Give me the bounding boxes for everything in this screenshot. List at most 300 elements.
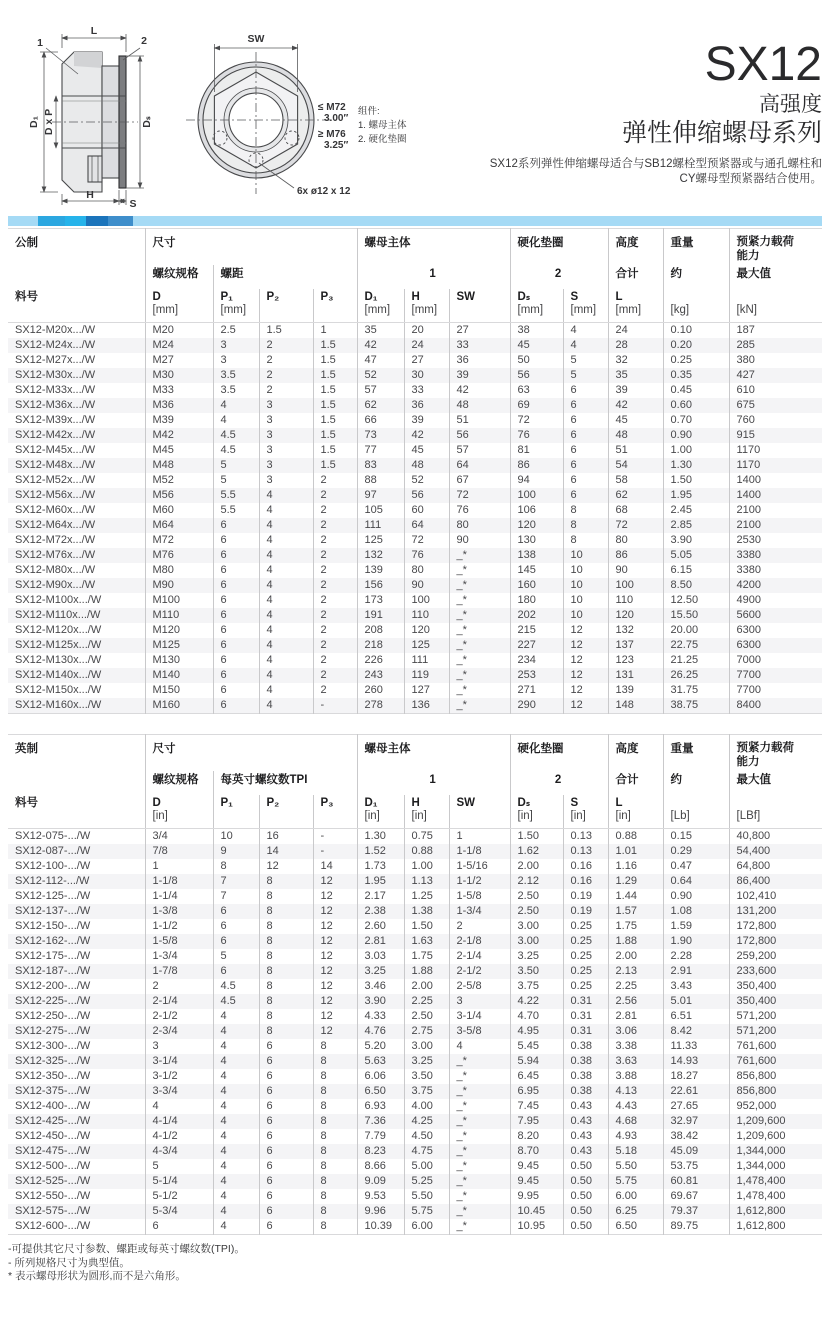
value-cell: 1400 — [729, 488, 822, 503]
value-cell: 76 — [449, 503, 510, 518]
part-number-cell: SX12-M36x.../W — [15, 399, 96, 411]
value-cell: 6.95 — [510, 1084, 563, 1099]
table-row — [8, 668, 822, 683]
value-cell: 1-1/2 — [449, 874, 510, 889]
metric-table-body — [8, 323, 822, 714]
part-number-cell: SX12-M45x.../W — [15, 444, 96, 456]
value-cell: 4 — [213, 1174, 259, 1189]
value-cell: 22.75 — [663, 638, 729, 653]
accent-bar — [8, 216, 822, 226]
holes-label: 6x ø12 x 12 — [297, 186, 351, 197]
value-cell: 69.67 — [663, 1189, 729, 1204]
table-row — [8, 353, 822, 368]
value-cell: 4 — [259, 638, 313, 653]
value-cell: 259,200 — [729, 949, 822, 964]
value-cell: 6.93 — [357, 1099, 404, 1114]
value-cell: 8 — [259, 904, 313, 919]
value-cell: 80 — [449, 518, 510, 533]
value-cell: 8.20 — [510, 1129, 563, 1144]
table-row — [8, 1174, 822, 1189]
value-cell: 4 — [213, 1144, 259, 1159]
value-cell: M64 — [145, 518, 213, 533]
value-cell: 33 — [449, 338, 510, 353]
value-cell: 6 — [563, 458, 608, 473]
value-cell: 4 — [259, 488, 313, 503]
value-cell: 2.75 — [404, 1024, 449, 1039]
part-number-cell: SX12-M130x.../W — [15, 654, 102, 666]
value-cell: 2.12 — [510, 874, 563, 889]
value-cell: 21.25 — [663, 653, 729, 668]
value-cell: 6 — [563, 383, 608, 398]
value-cell: _* — [449, 1129, 510, 1144]
value-cell: 2.25 — [608, 979, 663, 994]
dim-Ds-label: Dₛ — [141, 116, 153, 128]
value-cell: 120 — [510, 518, 563, 533]
part-number-cell: SX12-100-.../W — [15, 860, 91, 872]
value-cell: 12 — [563, 668, 608, 683]
value-cell: 14.93 — [663, 1054, 729, 1069]
value-cell: 9.45 — [510, 1174, 563, 1189]
part-number-cell: SX12-187-.../W — [15, 965, 91, 977]
preload-header-text: 预紧力载荷能力 — [736, 236, 795, 262]
value-cell: 86 — [608, 548, 663, 563]
value-cell: _* — [449, 698, 510, 714]
value-cell: 5.50 — [404, 1189, 449, 1204]
value-cell: 5.20 — [357, 1039, 404, 1054]
value-cell: 6 — [213, 668, 259, 683]
part-number-cell: SX12-M52x.../W — [15, 474, 96, 486]
value-cell: 5 — [213, 473, 259, 488]
value-cell: 42 — [357, 338, 404, 353]
value-cell: 4 — [563, 338, 608, 353]
value-cell: 139 — [608, 683, 663, 698]
value-cell: M42 — [145, 428, 213, 443]
value-cell: 4 — [259, 578, 313, 593]
value-cell: 42 — [449, 383, 510, 398]
value-cell: 0.19 — [563, 904, 608, 919]
part-number-cell: SX12-325-.../W — [15, 1055, 91, 1067]
value-cell: 51 — [449, 413, 510, 428]
value-cell: 4.25 — [404, 1114, 449, 1129]
value-cell: 0.13 — [563, 829, 608, 845]
value-cell: 64 — [449, 458, 510, 473]
value-cell: 4 — [259, 548, 313, 563]
value-cell: 4.76 — [357, 1024, 404, 1039]
value-cell: 2.13 — [608, 964, 663, 979]
value-cell: 8.66 — [357, 1159, 404, 1174]
value-cell: 350,400 — [729, 979, 822, 994]
value-cell: 1-5/16 — [449, 859, 510, 874]
value-cell: 1.5 — [313, 338, 357, 353]
value-cell: 4 — [563, 323, 608, 339]
value-cell: 0.43 — [563, 1129, 608, 1144]
table-row — [8, 608, 822, 623]
value-cell: 110 — [608, 593, 663, 608]
part-number-cell: SX12-275-.../W — [15, 1025, 91, 1037]
value-cell: 233,600 — [729, 964, 822, 979]
value-cell: 4.43 — [608, 1099, 663, 1114]
value-cell: 27 — [449, 323, 510, 339]
value-cell: 8 — [259, 1009, 313, 1024]
value-cell: 427 — [729, 368, 822, 383]
value-cell: 38.75 — [663, 698, 729, 714]
table-row — [8, 1144, 822, 1159]
part-number-cell: SX12-250-.../W — [15, 1010, 91, 1022]
value-cell: 856,800 — [729, 1069, 822, 1084]
value-cell: 26.25 — [663, 668, 729, 683]
value-cell: 6 — [213, 638, 259, 653]
dim-L-label: L — [90, 25, 98, 37]
description-line-2: CY螺母型预紧器结合使用。 — [679, 173, 822, 185]
value-cell: 8.23 — [357, 1144, 404, 1159]
value-cell: 35 — [357, 323, 404, 339]
col-kN: [kN] — [729, 289, 822, 323]
table-row — [8, 503, 822, 518]
value-cell: 3-1/4 — [449, 1009, 510, 1024]
value-cell: 6.45 — [510, 1069, 563, 1084]
value-cell: _* — [449, 593, 510, 608]
table-row — [8, 979, 822, 994]
value-cell: 1.00 — [404, 859, 449, 874]
value-cell: 1.57 — [608, 904, 663, 919]
value-cell: 8 — [259, 1024, 313, 1039]
value-cell: 2-1/4 — [145, 994, 213, 1009]
part-number-cell: SX12-M33x.../W — [15, 384, 96, 396]
value-cell: 0.88 — [608, 829, 663, 845]
value-cell: 1.95 — [663, 488, 729, 503]
value-cell: 0.25 — [663, 353, 729, 368]
value-cell: 4.00 — [404, 1099, 449, 1114]
value-cell: 2.00 — [404, 979, 449, 994]
value-cell: 1.08 — [663, 904, 729, 919]
blank-header — [8, 265, 145, 289]
value-cell: 3/4 — [145, 829, 213, 845]
value-cell: 89.75 — [663, 1219, 729, 1235]
table-row — [8, 1084, 822, 1099]
value-cell: 16 — [259, 829, 313, 845]
value-cell: _* — [449, 1174, 510, 1189]
weight-approx-header: 约 — [663, 771, 729, 795]
value-cell: 40,800 — [729, 829, 822, 845]
accent-bar-segment — [108, 216, 133, 226]
value-cell: 1.50 — [663, 473, 729, 488]
value-cell: _* — [449, 1069, 510, 1084]
value-cell: 138 — [510, 548, 563, 563]
value-cell: 5 — [213, 458, 259, 473]
value-cell: 12 — [563, 638, 608, 653]
value-cell: 0.64 — [663, 874, 729, 889]
value-cell: 0.38 — [563, 1039, 608, 1054]
value-cell: 253 — [510, 668, 563, 683]
value-cell: 172,800 — [729, 934, 822, 949]
value-cell: 6300 — [729, 623, 822, 638]
value-cell: 1170 — [729, 443, 822, 458]
value-cell: 4200 — [729, 578, 822, 593]
col-H: H [in] — [404, 795, 449, 829]
value-cell: 6 — [213, 698, 259, 714]
value-cell: 2 — [259, 353, 313, 368]
value-cell: 0.20 — [663, 338, 729, 353]
value-cell: 14 — [313, 859, 357, 874]
value-cell: 1-3/4 — [449, 904, 510, 919]
value-cell: 1.38 — [404, 904, 449, 919]
group-header-row — [8, 735, 822, 772]
value-cell: 1.73 — [357, 859, 404, 874]
value-cell: 6.00 — [608, 1189, 663, 1204]
value-cell: 38.42 — [663, 1129, 729, 1144]
value-cell: 180 — [510, 593, 563, 608]
value-cell: 173 — [357, 593, 404, 608]
value-cell: 6 — [213, 623, 259, 638]
value-cell: 1.25 — [404, 889, 449, 904]
value-cell: 215 — [510, 623, 563, 638]
value-cell: 4 — [145, 1099, 213, 1114]
callout-1: 1 — [37, 37, 43, 49]
value-cell: 1.16 — [608, 859, 663, 874]
system-header: 英制 — [15, 743, 38, 755]
value-cell: 4 — [213, 1219, 259, 1235]
value-cell: 6 — [213, 934, 259, 949]
value-cell: 0.25 — [563, 979, 608, 994]
value-cell: 132 — [357, 548, 404, 563]
value-cell: 3.5 — [213, 383, 259, 398]
part-number-cell: SX12-M64x.../W — [15, 519, 96, 531]
value-cell: 12 — [313, 874, 357, 889]
value-cell: 33 — [404, 383, 449, 398]
table-row — [8, 548, 822, 563]
value-cell: 8 — [313, 1159, 357, 1174]
value-cell: 7000 — [729, 653, 822, 668]
value-cell: 83 — [357, 458, 404, 473]
value-cell: 3 — [213, 338, 259, 353]
value-cell: M27 — [145, 353, 213, 368]
value-cell: 2.91 — [663, 964, 729, 979]
subgroup-header-row — [8, 771, 822, 795]
col-Lb: [Lb] — [663, 795, 729, 829]
value-cell: 6 — [563, 488, 608, 503]
value-cell: 1.95 — [357, 874, 404, 889]
value-cell: 0.16 — [563, 874, 608, 889]
value-cell: 4 — [449, 1039, 510, 1054]
col-LBf: [LBf] — [729, 795, 822, 829]
value-cell: 8 — [259, 994, 313, 1009]
value-cell: - — [313, 698, 357, 714]
value-cell: 76 — [404, 548, 449, 563]
value-cell: 8 — [563, 518, 608, 533]
value-cell: 6 — [213, 533, 259, 548]
value-cell: 12 — [313, 889, 357, 904]
value-cell: 3-5/8 — [449, 1024, 510, 1039]
table-row — [8, 653, 822, 668]
value-cell: 5.05 — [663, 548, 729, 563]
value-cell: 12 — [313, 1024, 357, 1039]
value-cell: _* — [449, 578, 510, 593]
value-cell: 90 — [608, 563, 663, 578]
value-cell: 6 — [259, 1189, 313, 1204]
table-row — [8, 383, 822, 398]
dims-header: 尺寸 — [145, 735, 357, 772]
value-cell: 58 — [608, 473, 663, 488]
value-cell: 4 — [213, 1039, 259, 1054]
value-cell: 2.50 — [510, 889, 563, 904]
part-number-cell: SX12-M125x.../W — [15, 639, 102, 651]
col-P1: P₁ [mm] — [213, 289, 259, 323]
value-cell: 3-3/4 — [145, 1084, 213, 1099]
value-cell: _* — [449, 668, 510, 683]
imperial-table — [8, 734, 822, 1235]
value-cell: 12 — [563, 698, 608, 714]
value-cell: 10.45 — [510, 1204, 563, 1219]
value-cell: 0.25 — [563, 964, 608, 979]
value-cell: 30 — [404, 368, 449, 383]
value-cell: 69 — [510, 398, 563, 413]
value-cell: 6 — [213, 964, 259, 979]
value-cell: 42 — [608, 398, 663, 413]
value-cell: 8 — [563, 503, 608, 518]
table-row — [8, 683, 822, 698]
value-cell: 160 — [510, 578, 563, 593]
value-cell: 4900 — [729, 593, 822, 608]
value-cell: 2 — [313, 608, 357, 623]
value-cell: 4 — [213, 1024, 259, 1039]
value-cell: 202 — [510, 608, 563, 623]
part-number-cell: SX12-425-.../W — [15, 1115, 91, 1127]
value-cell: 42 — [404, 428, 449, 443]
value-cell: 12 — [313, 994, 357, 1009]
value-cell: 8 — [313, 1039, 357, 1054]
value-cell: 208 — [357, 623, 404, 638]
value-cell: 72 — [449, 488, 510, 503]
value-cell: 9.95 — [510, 1189, 563, 1204]
value-cell: 1.5 — [313, 383, 357, 398]
series-description — [490, 157, 822, 187]
value-cell: 3 — [449, 994, 510, 1009]
col-D1: D₁ [in] — [357, 795, 404, 829]
value-cell: 1.5 — [313, 368, 357, 383]
value-cell: 3.25 — [404, 1054, 449, 1069]
value-cell: 3 — [145, 1039, 213, 1054]
value-cell: 72 — [404, 533, 449, 548]
value-cell: 45 — [404, 443, 449, 458]
table-row — [8, 323, 822, 339]
part-number-cell: SX12-150-.../W — [15, 920, 91, 932]
value-cell: M90 — [145, 578, 213, 593]
value-cell: 94 — [510, 473, 563, 488]
value-cell: 761,600 — [729, 1039, 822, 1054]
value-cell: 6 — [213, 593, 259, 608]
value-cell: 14 — [259, 844, 313, 859]
col-D: D [mm] — [145, 289, 213, 323]
table-row — [8, 1204, 822, 1219]
value-cell: 123 — [608, 653, 663, 668]
value-cell: 51 — [608, 443, 663, 458]
value-cell: 8 — [259, 934, 313, 949]
value-cell: 4 — [213, 1204, 259, 1219]
value-cell: 2-1/2 — [449, 964, 510, 979]
value-cell: 4 — [213, 1084, 259, 1099]
value-cell: M45 — [145, 443, 213, 458]
value-cell: 12 — [313, 919, 357, 934]
value-cell: 6 — [259, 1069, 313, 1084]
value-cell: 1.5 — [313, 458, 357, 473]
value-cell: 125 — [404, 638, 449, 653]
value-cell: _* — [449, 563, 510, 578]
table-row — [8, 844, 822, 859]
preload-header — [729, 229, 822, 266]
height-header: 高度 — [608, 229, 663, 266]
value-cell: 4.5 — [213, 979, 259, 994]
value-cell: 5.75 — [608, 1174, 663, 1189]
value-cell: 125 — [357, 533, 404, 548]
value-cell: 6.25 — [608, 1204, 663, 1219]
part-number-cell: SX12-200-.../W — [15, 980, 91, 992]
value-cell: _* — [449, 1084, 510, 1099]
value-cell: 4 — [259, 653, 313, 668]
part-number-cell: SX12-M150x.../W — [15, 684, 102, 696]
value-cell: 20 — [404, 323, 449, 339]
value-cell: 6 — [563, 428, 608, 443]
value-cell: M120 — [145, 623, 213, 638]
value-cell: 5.50 — [608, 1159, 663, 1174]
value-cell: 4 — [259, 698, 313, 714]
value-cell: 2 — [259, 338, 313, 353]
value-cell: 571,200 — [729, 1009, 822, 1024]
value-cell: 6 — [213, 653, 259, 668]
table-row — [8, 518, 822, 533]
value-cell: 4 — [259, 608, 313, 623]
value-cell: 28 — [608, 338, 663, 353]
col-D: D [in] — [145, 795, 213, 829]
footnote-3: * 表示螺母形状为圆形,而不是六角形。 — [8, 1270, 186, 1282]
value-cell: 3 — [259, 443, 313, 458]
value-cell: 111 — [357, 518, 404, 533]
value-cell: 4.22 — [510, 994, 563, 1009]
value-cell: 1.5 — [313, 353, 357, 368]
col-H: H [mm] — [404, 289, 449, 323]
value-cell: 10 — [563, 563, 608, 578]
value-cell: _* — [449, 683, 510, 698]
value-cell: 2-1/8 — [449, 934, 510, 949]
table-row — [8, 1114, 822, 1129]
table-row — [8, 473, 822, 488]
value-cell: 4 — [213, 1009, 259, 1024]
value-cell: 32 — [608, 353, 663, 368]
value-cell: 3 — [259, 473, 313, 488]
value-cell: 0.31 — [563, 1024, 608, 1039]
value-cell: _* — [449, 1144, 510, 1159]
value-cell: 136 — [404, 698, 449, 714]
part-number-cell: SX12-137-.../W — [15, 905, 91, 917]
value-cell: 1-7/8 — [145, 964, 213, 979]
value-cell: 6.00 — [404, 1219, 449, 1235]
value-cell: 145 — [510, 563, 563, 578]
value-cell: 12 — [313, 964, 357, 979]
value-cell: 1.29 — [608, 874, 663, 889]
value-cell: 5.45 — [510, 1039, 563, 1054]
value-cell: 106 — [510, 503, 563, 518]
value-cell: 4.50 — [404, 1129, 449, 1144]
part-number-cell: SX12-162-.../W — [15, 935, 91, 947]
value-cell: _* — [449, 1114, 510, 1129]
value-cell: _* — [449, 1159, 510, 1174]
value-cell: 2.81 — [357, 934, 404, 949]
legend-item-2: 2. 硬化垫圈 — [358, 134, 407, 145]
value-cell: 5 — [213, 949, 259, 964]
value-cell: 610 — [729, 383, 822, 398]
part-number-cell: SX12-M120x.../W — [15, 624, 102, 636]
value-cell: 3.25 — [357, 964, 404, 979]
table-row — [8, 949, 822, 964]
